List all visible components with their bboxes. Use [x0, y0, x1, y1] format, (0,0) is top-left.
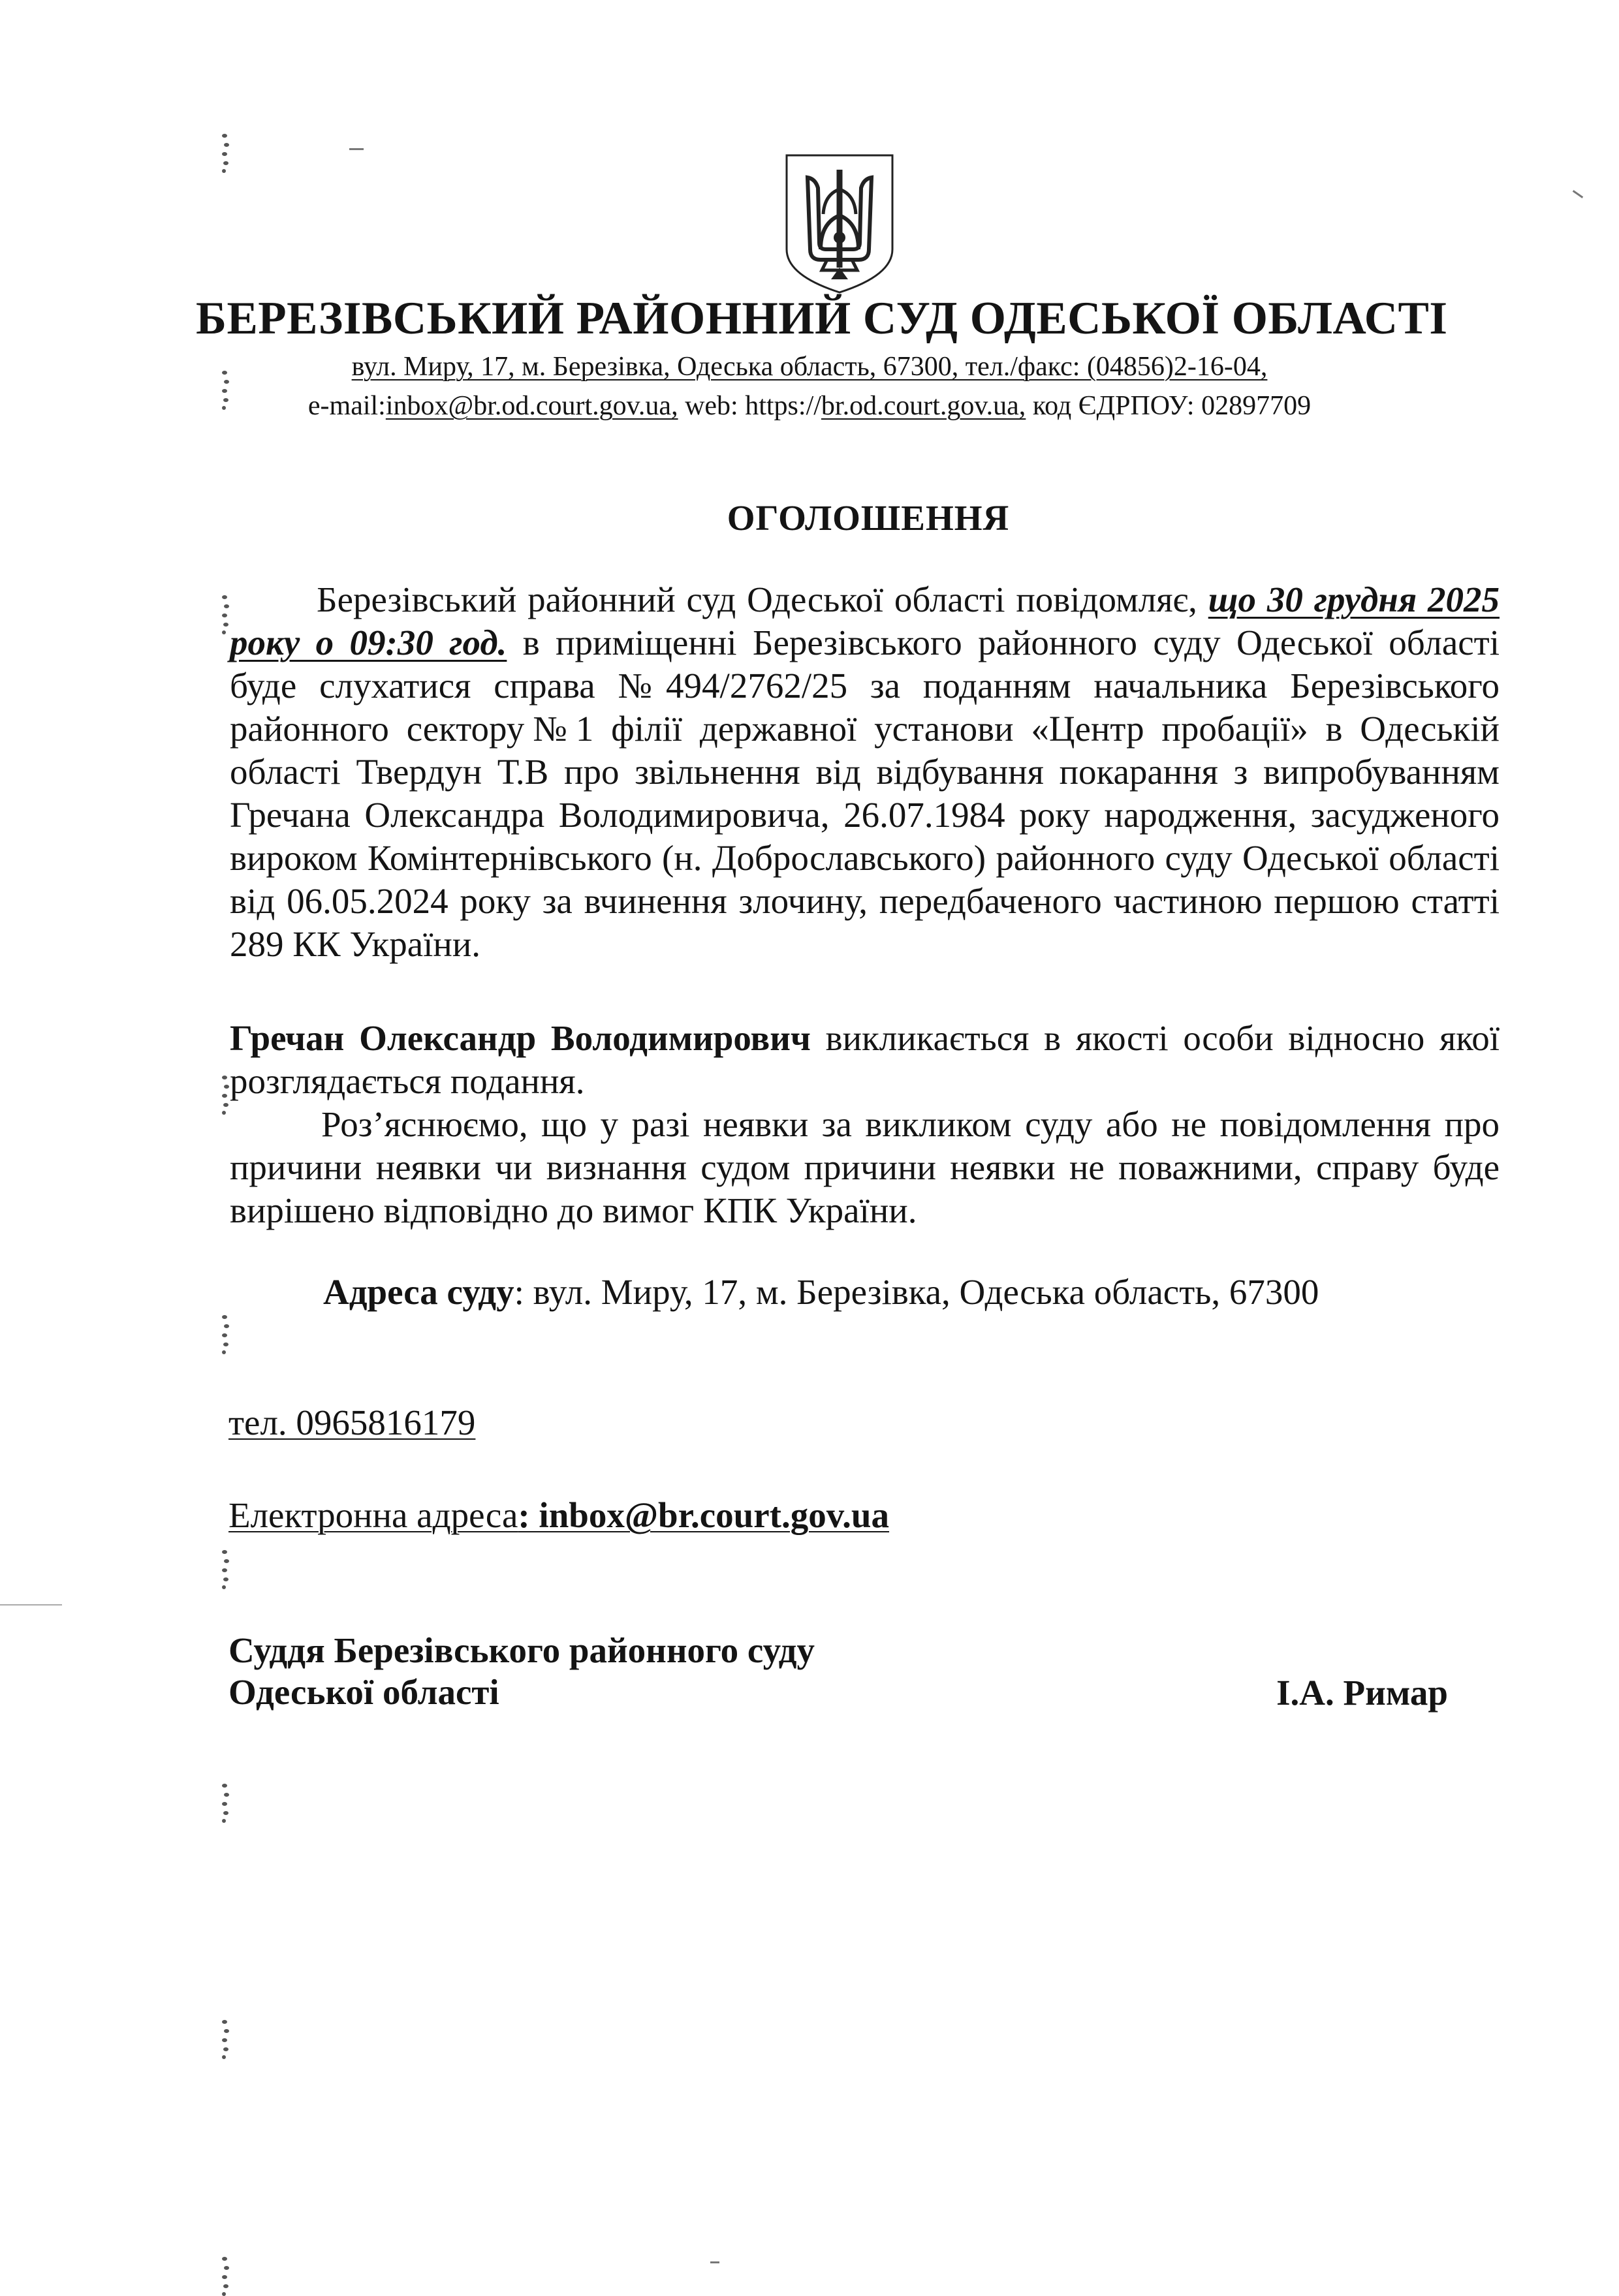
document-title: ОГОЛОШЕННЯ: [727, 498, 1010, 538]
scan-mark: [0, 1604, 62, 1606]
scan-mark: [220, 1315, 229, 1354]
scan-mark: [710, 2261, 719, 2263]
court-web-link[interactable]: br.od.court.gov.ua,: [821, 391, 1026, 421]
web-prefix: web: https://: [685, 391, 821, 421]
summon-paragraph: [230, 1017, 1500, 1103]
court-name: БЕРЕЗІВСЬКИЙ РАЙОННИЙ СУД ОДЕСЬКОЇ ОБЛАСТІ: [196, 293, 1448, 344]
signature-position: [228, 1630, 815, 1713]
explanation-paragraph: Роз’яснюємо, що у разі неявки за викликом суду або не повідомлення про причини неявки чи визнання судом причини неявки не поважними, справу буде вирішено відповідно до вимог КПК України.: [230, 1104, 1500, 1230]
edrpou-code: код ЄДРПОУ: 02897709: [1032, 391, 1312, 421]
court-address-line: [323, 1271, 1319, 1312]
court-email-link[interactable]: inbox@br.od.court.gov.ua,: [385, 391, 678, 421]
email-label: Електронна адреса: [228, 1495, 518, 1535]
scan-mark: [220, 1550, 229, 1589]
announcement-body: в приміщенні Березівського районного суду Одеської області буде слухатися справа №494/2762/25 за поданням начальника Березівського районного сектору№1 філії державної установи «Центр пробації» в Одеській області Твердун Т.В про звільнення від відбування покарання з випробуванням Гречана Олександра Володимировича, 26.07.1984 року народження, засудженого вироком Комінтернівського (н. Доброславського) районного суду Одеської області від 06.05.2024 року за вчинення злочину, передбаченого частиною першою статті 289 КК України.: [230, 623, 1500, 964]
summon-text: викликається в якості особи відносно якої розглядається подання.: [230, 1018, 1500, 1101]
court-address-value: : вул. Миру, 17, м. Березівка, Одеська область, 67300: [514, 1272, 1319, 1312]
scan-mark: [349, 148, 364, 150]
court-phone[interactable]: тел. 0965816179: [228, 1403, 476, 1442]
court-address-label: Адреса суду: [323, 1272, 514, 1312]
hearing-date: що 30 грудня 2025 року о 09:30 год.: [230, 580, 1500, 662]
scan-mark: [220, 2020, 229, 2059]
signature-position-line1: Суддя Березівського районного суду: [228, 1630, 815, 1670]
judge-name: І.А. Римар: [1276, 1673, 1448, 1713]
email-value: : inbox@br.court.gov.ua: [518, 1495, 890, 1535]
court-email-line[interactable]: [228, 1495, 889, 1536]
signature-position-line2: Одеської області: [228, 1672, 499, 1712]
scan-mark: [220, 134, 229, 173]
court-contact-online: [131, 390, 1488, 422]
summoned-person-name: Гречан Олександр Володимирович: [230, 1018, 811, 1058]
scan-mark: [220, 595, 229, 634]
scan-mark: [220, 2257, 229, 2296]
court-contact-address: [131, 351, 1488, 382]
scan-mark: [220, 1076, 229, 1115]
announcement-paragraph: [230, 578, 1500, 966]
court-address-text: вул. Миру, 17, м. Березівка, Одеська область, 67300, тел./факс: (04856)2-16-04,: [351, 352, 1268, 382]
announcement-lead: Березівський районний суд Одеської області повідомляє,: [317, 580, 1208, 619]
email-prefix: e-mail:: [307, 391, 386, 421]
scan-mark: [220, 1784, 229, 1823]
coat-of-arms-icon: [781, 151, 898, 296]
scan-mark: [1573, 190, 1583, 198]
